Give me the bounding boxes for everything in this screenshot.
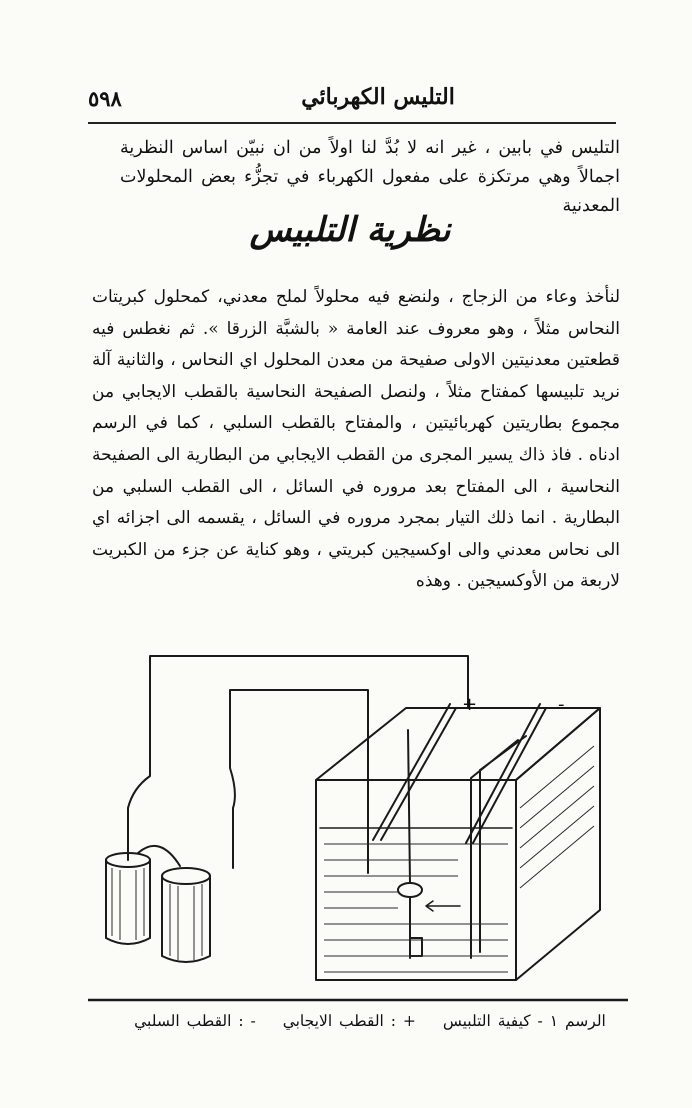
section-heading: نظرية التلبيس bbox=[249, 210, 451, 250]
page-header bbox=[88, 78, 616, 124]
battery-1-body bbox=[106, 860, 150, 944]
positive-sign: + bbox=[462, 694, 478, 715]
caption-positive: + : القطب الايجابي bbox=[282, 1012, 416, 1030]
body-paragraph: لنأخذ وعاء من الزجاج ، ولنضع فيه محلولاً لملح معدني، كمحلول كبريتات النحاس مثلاً ، وهو معروف عند العامة « بالشبَّة الزرقا ». ثم نغطس فيه قطعتين معدنيتين الاولى صفيحة من معدن المحلول اي النحاس ، والثانية آلة نريد تلبيسها كمفتاح مثلاً ، ولنصل الصفيحة النحاسية بالقطب الايجابي من مجموع بطاريتين كهربائيتين ، والمفتاح بالقطب السلبي ، كما في الرسم ادناه . فاذ ذاك يسير المجرى من القطب الايجابي من البطارية الى الصفيحة النحاسية ، الى المفتاح بعد مروره في السائل ، الى القطب السلبي من البطارية . انما ذلك التيار بمجرد مروره في السائل ، يقسمه الى اجزائه اي الى نحاس معدني والى اوكسيجين كبريتي ، وهو كناية عن جزء من الكبريت لاربعة من الأوكسيجين . وهذه bbox=[92, 287, 620, 592]
battery-2-body bbox=[162, 876, 210, 962]
tank-front bbox=[316, 780, 516, 980]
battery-2-top bbox=[162, 868, 210, 884]
key-shaft bbox=[410, 897, 422, 958]
page-number: ٥٩٨ bbox=[88, 86, 122, 111]
electroplating-figure bbox=[88, 638, 628, 1010]
caption-negative: - : القطب السلبي bbox=[134, 1012, 256, 1030]
figure-caption bbox=[120, 1012, 620, 1030]
wire-positive bbox=[128, 656, 468, 860]
wire-negative bbox=[230, 690, 368, 873]
tank-side bbox=[516, 708, 600, 980]
caption-figure-label: الرسم ١ - كيفية التلبيس bbox=[442, 1012, 606, 1030]
negative-sign: - bbox=[558, 694, 565, 715]
current-arrow bbox=[426, 901, 460, 911]
copper-plate bbox=[471, 736, 526, 958]
intro-paragraph: التليس في بابين ، غير انه لا بُدَّ لنا اولاً من ان نبيّن اساس النظرية اجمالاً وهي مرتكزة على مفعول الكهرباء في تجزُّء بعض المحلولات المعدنية bbox=[120, 138, 620, 216]
electroplating-diagram bbox=[88, 638, 628, 1010]
key-ring bbox=[398, 883, 422, 897]
running-title: التليس الكهربائي bbox=[301, 84, 455, 110]
